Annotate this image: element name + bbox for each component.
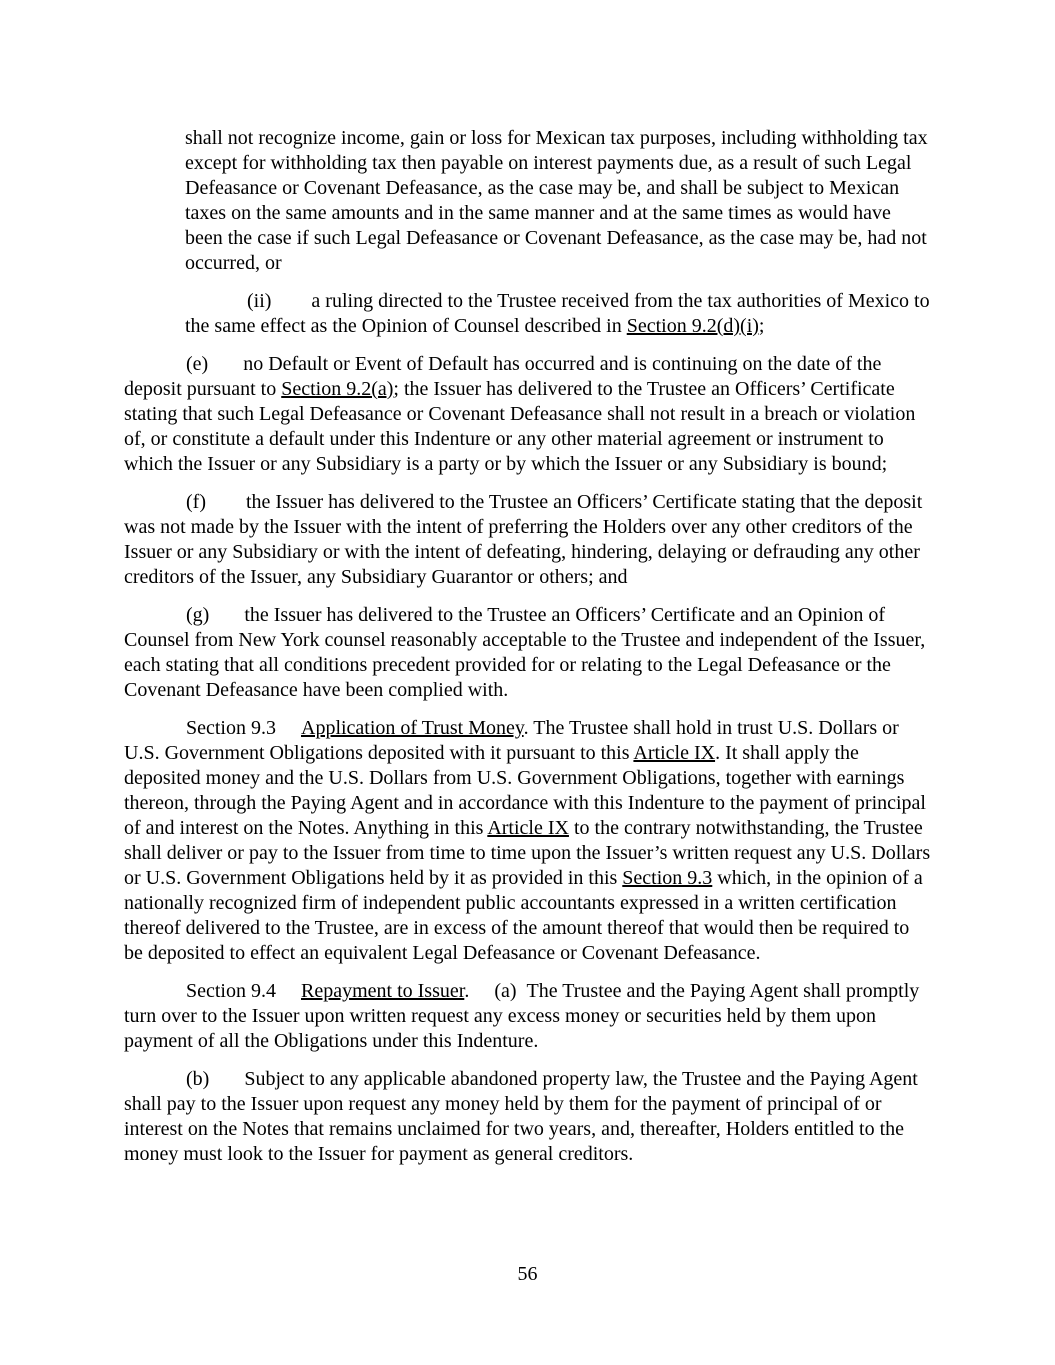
text-run: shall not recognize income, gain or loss for Mexican tax purposes, including withholding tax except for withholding tax then payable on interest payments due, as a result of such Legal Defeasance or Covenant Defeasance, as the case may be, and shall be subject to Mexican taxes on the same amounts and in the same manner and at the same times as would have been the case if such Legal Defeasance or Covenant Defeasance, as the case may be, had not occurred, or (185, 127, 928, 274)
section-reference: Section 9.2(a) (281, 378, 394, 400)
section-reference: Section 9.2(d)(i) (626, 315, 759, 337)
paragraph-9-4-b (124, 1067, 932, 1167)
paragraph-section-9-3 (124, 716, 932, 966)
text-run: (b) Subject to any applicable abandoned property law, the Trustee and the Paying Agent shall pay to the Issuer upon request any money held by them for the payment of principal of or interest on the Notes that remains unclaimed for two years, and, thereafter, Holders entitled to the money must look to the Issuer for payment as general creditors. (124, 1068, 918, 1165)
text-run: which, in the opinion of a nationally recognized firm of independent public accountants expressed in a written certification thereof delivered to the Trustee, are in excess of the amount thereof that would then be required to be deposited to effect an equivalent Legal Defeasance or Covenant Defeasance. (124, 867, 923, 964)
page-number: 56 (517, 1263, 538, 1285)
section-reference: Application of Trust Money (301, 717, 524, 739)
paragraph-g (124, 603, 932, 703)
text-run: (ii) a ruling directed to the Trustee received from the tax authorities of Mexico to the same effect as the Opinion of Counsel described in (185, 290, 930, 337)
section-reference: Article IX (487, 817, 569, 839)
text-run: . (a) The Trustee and the Paying Agent shall promptly turn over to the Issuer upon written request any excess money or securities held by them upon payment of all the Obligations under this Indenture. (124, 980, 920, 1052)
text-run: (f) the Issuer has delivered to the Trustee an Officers’ Certificate stating that the deposit was not made by the Issuer with the intent of preferring the Holders over any other creditors of the Issuer or any Subsidiary or with the intent of defeating, hindering, delaying or defrauding any other creditors of the Issuer, any Subsidiary Guarantor or others; and (124, 491, 923, 588)
text-run: Section 9.4 (186, 980, 301, 1002)
paragraph-d-i-continuation (185, 126, 932, 276)
text-run: (g) the Issuer has delivered to the Trustee an Officers’ Certificate and an Opinion of Counsel from New York counsel reasonably acceptable to the Trustee and independent of the Issuer, each stating that all conditions precedent provided for or relating to the Legal Defeasance or the Covenant Defeasance have been complied with. (124, 604, 926, 701)
section-reference: Article IX (633, 742, 716, 764)
paragraph-d-ii (185, 289, 932, 339)
text-run: ; the Issuer has delivered to the Trustee an Officers’ Certificate stating that such Legal Defeasance or Covenant Defeasance shall not result in a breach or violation of, or constitute a default under this Indenture or any other material agreement or instrument to which the Issuer or any Subsidiary is a party or by which the Issuer or any Subsidiary is bound; (124, 378, 916, 475)
paragraph-section-9-4-a (124, 979, 932, 1054)
text-run: . It shall apply the deposited money and the U.S. Dollars from U.S. Government Obligations, together with earnings thereon, through the Paying Agent and in accordance with this Indenture to the payment of principal of and interest on the Notes. Anything in this (124, 742, 926, 839)
text-run: to the contrary notwithstanding, the Trustee shall deliver or pay to the Issuer from time to time upon the Issuer’s written request any U.S. Dollars or U.S. Government Obligations held by it as provided in this (124, 817, 931, 889)
text-run: Section 9.3 (186, 717, 301, 739)
section-reference: Section 9.3 (622, 867, 713, 889)
text-run: ; (758, 315, 765, 337)
text-run: . The Trustee shall hold in trust U.S. Dollars or U.S. Government Obligations deposited with it pursuant to this (124, 717, 899, 764)
paragraph-f (124, 490, 932, 590)
document-body (124, 126, 932, 1180)
text-run: (e) no Default or Event of Default has occurred and is continuing on the date of the deposit pursuant to (124, 353, 882, 400)
paragraph-e (124, 352, 932, 477)
section-reference: Repayment to Issuer (301, 980, 465, 1002)
